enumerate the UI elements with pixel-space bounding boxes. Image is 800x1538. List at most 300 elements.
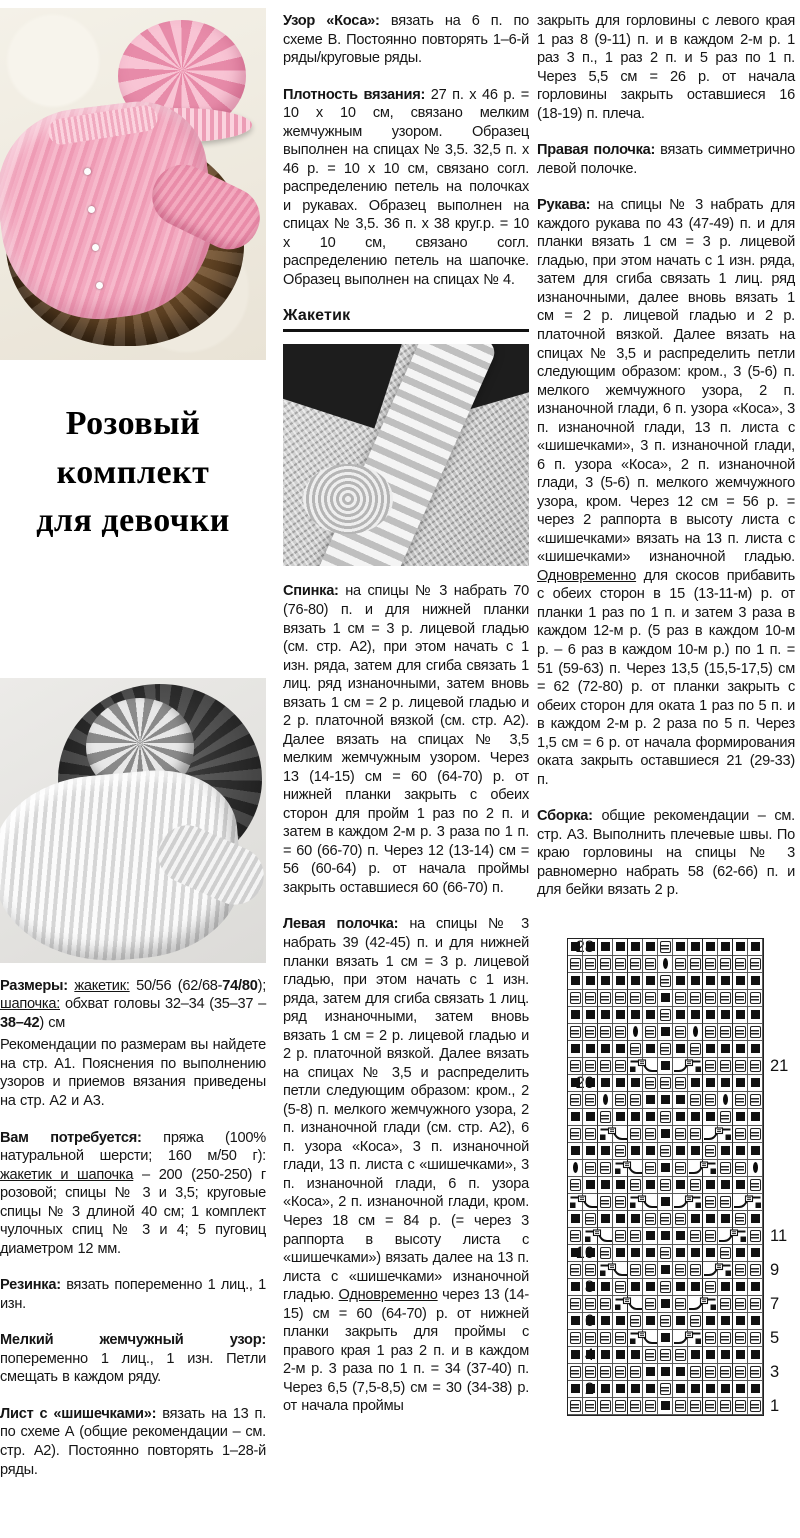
chart-cell: [748, 973, 763, 990]
chart-cell: [748, 1058, 763, 1075]
chart-cell: [598, 1126, 613, 1143]
knit-square-symbol: [586, 1350, 595, 1359]
chart-cell: [628, 1092, 643, 1109]
text-run: пряжа (100% натуральной шерсти; 160 м/50 г):: [0, 1129, 266, 1165]
chart-cell: [628, 1024, 643, 1041]
chart-cell: [583, 1143, 598, 1160]
chart-cell: [658, 1381, 673, 1398]
chart-cell: [628, 956, 643, 973]
knit-square-symbol: [661, 1197, 670, 1206]
chart-cell: [658, 1126, 673, 1143]
purl-lined-symbol: [675, 1264, 686, 1276]
knit-square-symbol: [571, 1384, 580, 1393]
chart-cell: [673, 1058, 688, 1075]
knit-square-symbol: [676, 1180, 685, 1189]
purl-lined-symbol: [675, 1077, 686, 1089]
text-run: шапочка:: [0, 996, 61, 1013]
purl-lined-symbol: [615, 1281, 626, 1293]
knit-square-symbol: [736, 1180, 745, 1189]
chart-cell: [628, 1279, 643, 1296]
purl-lined-symbol: [750, 1128, 761, 1140]
chart-cell: [703, 1058, 718, 1075]
chart-cell: [703, 1041, 718, 1058]
purl-lined-symbol: [720, 1196, 731, 1208]
chart-cell: [613, 1330, 628, 1347]
chart-cell: [583, 956, 598, 973]
chart-cell: [628, 1228, 643, 1245]
knit-square-symbol: [631, 1384, 640, 1393]
photo-pink-knitted-set: [0, 8, 266, 360]
chart-cell: [628, 1177, 643, 1194]
chart-cell: [703, 973, 718, 990]
knit-square-symbol: [736, 1248, 745, 1257]
chart-cell: [673, 1143, 688, 1160]
chart-cell: [658, 939, 673, 956]
purl-lined-symbol: [720, 1400, 731, 1412]
knit-square-symbol: [691, 1214, 700, 1223]
chart-cell: [613, 1381, 628, 1398]
text-run: – 200 (250-250) г розовой; спицы № 3 и 3,5; круговые спицы № 3 длиной 40 см; 1 комплект чулочных спиц № 3 и 4; 5 пуговиц диаметром 12 мм.: [0, 1166, 266, 1257]
purl-lined-symbol: [630, 1179, 641, 1191]
knit-square-symbol: [646, 1112, 655, 1121]
chart-cell: [688, 1364, 703, 1381]
text-run: ) см: [39, 1014, 66, 1031]
chart-cell: [583, 1245, 598, 1262]
knit-square-symbol: [676, 1384, 685, 1393]
chart-cell: [628, 1330, 643, 1347]
knit-square-symbol: [631, 1282, 640, 1291]
chart-cell: [703, 1194, 718, 1211]
purl-lined-symbol: [645, 958, 656, 970]
chart-cell: [748, 1211, 763, 1228]
knit-square-symbol: [721, 1078, 730, 1087]
chart-cell: [688, 956, 703, 973]
chart-cell: [733, 1279, 748, 1296]
chart-cell: [658, 1109, 673, 1126]
chart-cell: [568, 973, 583, 990]
chart-cell: [568, 1126, 583, 1143]
purl-lined-symbol: [690, 1128, 701, 1140]
chart-cell: [673, 1364, 688, 1381]
knit-square-symbol: [601, 1316, 610, 1325]
chart-cell: [613, 1211, 628, 1228]
chart-cell: [598, 1109, 613, 1126]
knit-square-symbol: [721, 942, 730, 951]
purl-lined-symbol: [720, 992, 731, 1004]
knit-square-symbol: [751, 1078, 760, 1087]
chart-cell: [703, 1330, 718, 1347]
purl-lined-symbol: [630, 992, 641, 1004]
chart-cell: [613, 1364, 628, 1381]
chart-cell: [643, 1075, 658, 1092]
knit-square-symbol: [601, 1214, 610, 1223]
knit-square-symbol: [676, 1231, 685, 1240]
knit-square-symbol: [676, 976, 685, 985]
purl-lined-symbol: [675, 1026, 686, 1038]
chart-cell: [628, 990, 643, 1007]
purl-lined-symbol: [585, 1298, 596, 1310]
chart-cell: [568, 1194, 583, 1211]
chart-cell: [718, 973, 733, 990]
knit-square-symbol: [661, 1163, 670, 1172]
chart-cell: [733, 939, 748, 956]
chart-cell: [583, 1262, 598, 1279]
purl-lined-symbol: [705, 1060, 716, 1072]
chart-cell: [568, 1313, 583, 1330]
purl-lined-symbol: [735, 1128, 746, 1140]
chart-cell: [598, 1296, 613, 1313]
chart-cell: [703, 1075, 718, 1092]
chart-cell: [628, 1007, 643, 1024]
chart-cell: [583, 1381, 598, 1398]
chart-cell: [583, 1296, 598, 1313]
chart-cell: [658, 956, 673, 973]
chart-cell: [673, 1160, 688, 1177]
chart-cell: [673, 1075, 688, 1092]
knit-square-symbol: [736, 1316, 745, 1325]
knit-square-symbol: [751, 1044, 760, 1053]
purl-lined-symbol: [675, 1213, 686, 1225]
purl-lined-symbol: [750, 1366, 761, 1378]
knit-square-symbol: [616, 1078, 625, 1087]
purl-lined-symbol: [570, 992, 581, 1004]
chart-cell: [733, 1007, 748, 1024]
knit-square-symbol: [706, 1214, 715, 1223]
knit-square-symbol: [646, 1146, 655, 1155]
knit-square-symbol: [721, 1350, 730, 1359]
chart-cell: [658, 1211, 673, 1228]
chart-cell: [568, 1262, 583, 1279]
knit-square-symbol: [751, 1112, 760, 1121]
middle-column-text-bottom: [283, 582, 529, 1415]
purl-lined-symbol: [750, 1298, 761, 1310]
chart-cell: [643, 939, 658, 956]
page-title-line: Розовый: [65, 405, 201, 442]
chart-cell: [568, 1245, 583, 1262]
knit-square-symbol: [586, 1282, 595, 1291]
purl-lined-symbol: [750, 1332, 761, 1344]
knit-square-symbol: [601, 1350, 610, 1359]
chart-cell: [748, 1160, 763, 1177]
chart-cell: [733, 1109, 748, 1126]
chart-cell: [643, 1381, 658, 1398]
chart-cell: [643, 1109, 658, 1126]
chart-cell: [598, 1313, 613, 1330]
purl-lined-symbol: [675, 958, 686, 970]
chart-cell: [598, 1143, 613, 1160]
text-run: обхват головы 32–34 (35–37 –: [60, 996, 266, 1013]
purl-lined-symbol: [660, 1009, 671, 1021]
chart-cell: [688, 1313, 703, 1330]
chart-cell: [583, 1092, 598, 1109]
chart-cell: [568, 1330, 583, 1347]
purl-lined-symbol: [585, 1060, 596, 1072]
chart-cell: [643, 1143, 658, 1160]
right-column: [537, 0, 795, 1416]
knit-square-symbol: [571, 976, 580, 985]
knit-square-symbol: [646, 1095, 655, 1104]
knit-square-symbol: [601, 942, 610, 951]
purl-lined-symbol: [585, 1213, 596, 1225]
knit-square-symbol: [691, 1350, 700, 1359]
chart-cell: [628, 1109, 643, 1126]
knit-square-symbol: [616, 1180, 625, 1189]
purl-lined-symbol: [615, 1400, 626, 1412]
chart-cell: [628, 1075, 643, 1092]
chart-cell: [628, 939, 643, 956]
chart-cell: [748, 1007, 763, 1024]
knit-square-symbol: [721, 1282, 730, 1291]
knit-square-symbol: [676, 1316, 685, 1325]
chart-cell: [568, 990, 583, 1007]
chart-cell: [643, 1398, 658, 1415]
chart-cell: [613, 1228, 628, 1245]
paragraph: [537, 807, 795, 900]
chart-cell: [628, 1245, 643, 1262]
text-run: Одновременно: [537, 567, 637, 584]
knit-square-symbol: [721, 1180, 730, 1189]
chart-cell: [718, 1143, 733, 1160]
purl-lined-symbol: [705, 1026, 716, 1038]
purl-lined-symbol: [585, 1366, 596, 1378]
purl-lined-symbol: [600, 1162, 611, 1174]
text-run: Мелкий жемчужный узор:: [0, 1332, 266, 1349]
purl-lined-symbol: [660, 1111, 671, 1123]
purl-lined-symbol: [585, 1026, 596, 1038]
chart-cell: [673, 1381, 688, 1398]
knit-square-symbol: [676, 1112, 685, 1121]
purl-lined-symbol: [660, 1077, 671, 1089]
knit-square-symbol: [646, 1010, 655, 1019]
chart-cell: [718, 1364, 733, 1381]
purl-lined-symbol: [735, 1332, 746, 1344]
chart-cell: [568, 1092, 583, 1109]
knit-square-symbol: [661, 1401, 670, 1410]
chart-cell: [733, 1330, 748, 1347]
knit-square-symbol: [571, 1282, 580, 1291]
chart-cell: [583, 990, 598, 1007]
chart-cell: [733, 1024, 748, 1041]
knit-square-symbol: [661, 1265, 670, 1274]
purl-lined-symbol: [660, 1213, 671, 1225]
purl-lined-symbol: [660, 1281, 671, 1293]
knit-square-symbol: [676, 1010, 685, 1019]
knit-square-symbol: [631, 1112, 640, 1121]
chart-cell: [688, 973, 703, 990]
chart-cell: [703, 1364, 718, 1381]
chart-cell: [673, 1262, 688, 1279]
chart-cell: [703, 1228, 718, 1245]
chart-cell: [613, 973, 628, 990]
chart-cell: [718, 1296, 733, 1313]
chart-cell: [598, 1092, 613, 1109]
purl-lined-symbol: [570, 1179, 581, 1191]
knit-square-symbol: [721, 1146, 730, 1155]
chart-cell: [748, 1024, 763, 1041]
chart-cell: [568, 1177, 583, 1194]
knit-square-symbol: [751, 1350, 760, 1359]
chart-cell: [583, 1024, 598, 1041]
purl-lined-symbol: [645, 1026, 656, 1038]
knit-square-symbol: [646, 1044, 655, 1053]
chart-cell: [688, 990, 703, 1007]
chart-cell: [733, 1075, 748, 1092]
knit-square-symbol: [736, 1146, 745, 1155]
purl-lined-symbol: [705, 1281, 716, 1293]
purl-lined-symbol: [720, 1332, 731, 1344]
chart-cell: [748, 1245, 763, 1262]
chart-cell: [643, 973, 658, 990]
chart-cell: [703, 1092, 718, 1109]
chart-cell: [568, 1228, 583, 1245]
chart-cell: [673, 1109, 688, 1126]
knit-square-symbol: [646, 1384, 655, 1393]
chart-cell: [733, 1160, 748, 1177]
chart-cell: [673, 1313, 688, 1330]
purl-lined-symbol: [660, 1043, 671, 1055]
knit-square-symbol: [571, 1350, 580, 1359]
chart-cell: [748, 1347, 763, 1364]
chart-cell: [718, 1228, 733, 1245]
chart-cell: [733, 1126, 748, 1143]
chart-cell: [673, 939, 688, 956]
chart-row-number: 9: [770, 1260, 780, 1279]
knit-square-symbol: [751, 1248, 760, 1257]
knit-square-symbol: [586, 1044, 595, 1053]
knit-square-symbol: [706, 1078, 715, 1087]
chart-cell: [688, 1007, 703, 1024]
chart-cell: [733, 990, 748, 1007]
chart-cell: [718, 1194, 733, 1211]
purl-lined-symbol: [645, 1298, 656, 1310]
purl-lined-symbol: [600, 1060, 611, 1072]
chart-cell: [583, 1228, 598, 1245]
chart-cell: [688, 939, 703, 956]
chart-cell: [688, 1245, 703, 1262]
chart-cell: [718, 956, 733, 973]
chart-cell: [733, 1092, 748, 1109]
text-run: на спицы № 3 набрать 70 (76-80) п. и для нижней планки вязать 1 см = 3 р. лицевой гладью (см. стр. А2), при этом начать с 1 изн. ряда, затем для сгиба связать 1 лиц. ряд изнаночными, затем вновь вязать 1 см = 2 р. лицевой гладью и 2 р. платочной вязкой (см. стр. А2). Далее вязать на спицах № 3,5 мелким жемчужным узором. Через 13 (14-15) см = 60 (64-70) р. от нижней планки закрыть с обеих сторон для пройм 1 раз по 2 п. и затем в каждом 2-м р. 3 раза по 1 п. = 60 (66-70) п. Через 12 (13-14) см = 56 (60-64) р. от начала проймы закрыть оставшиеся 60 (66-70) п.: [283, 583, 529, 896]
chart-cell: [628, 1041, 643, 1058]
knit-square-symbol: [661, 1095, 670, 1104]
chart-cell: [568, 1381, 583, 1398]
chart-cell: [583, 1347, 598, 1364]
chart-cell: [718, 1041, 733, 1058]
chart-cell: [583, 1007, 598, 1024]
purl-lined-symbol: [600, 958, 611, 970]
knit-square-symbol: [706, 1316, 715, 1325]
text-run: Размеры:: [0, 977, 75, 994]
chart-cell: [703, 1143, 718, 1160]
text-run: для скосов прибавить с обеих сторон в 15 (13-11-м) р. от планки 1 раз по 1 п. и затем 3 раза в каждом 12-м р. (5 раз в каждом 10-м р. – 6 раз в каждом 10-м р.) по 1 п. = 51 (59-63) п. Через 13,5 (15,5-17,5) см = 62 (72-80) р. от планки закрыть с обеих сторон для оката 1 раз по 5 п. и в каждом 2-м р. 2 раза по 5 п. Через 1,5 см = 6 р. от начала формирования оката закрыть оставшиеся 21 (29-33) п.: [537, 567, 795, 788]
chart-cell: [748, 990, 763, 1007]
button-dot: [84, 168, 91, 175]
chart-cell: [688, 1126, 703, 1143]
purl-lined-symbol: [570, 1298, 581, 1310]
knit-square-symbol: [631, 1350, 640, 1359]
purl-lined-symbol: [720, 1298, 731, 1310]
chart-cell: [658, 1245, 673, 1262]
chart-row-number: 3: [770, 1362, 780, 1381]
knit-square-symbol: [736, 1112, 745, 1121]
chart-cell: [598, 1075, 613, 1092]
knit-square-symbol: [676, 1367, 685, 1376]
chart-cell: [718, 1007, 733, 1024]
chart-cell: [613, 1075, 628, 1092]
chart-cell: [748, 1092, 763, 1109]
chart-cell: [583, 1330, 598, 1347]
knit-square-symbol: [586, 976, 595, 985]
purl-lined-symbol: [585, 1264, 596, 1276]
chart-cell: [568, 1398, 583, 1415]
button-dot: [92, 244, 99, 251]
purl-lined-symbol: [690, 1179, 701, 1191]
purl-lined-symbol: [705, 958, 716, 970]
purl-lined-symbol: [690, 992, 701, 1004]
chart-cell: [643, 1160, 658, 1177]
text-run: жакетик:: [74, 977, 130, 994]
chart-cell: [598, 1364, 613, 1381]
chart-cell: [658, 1313, 673, 1330]
chart-cell: [673, 1177, 688, 1194]
text-run: 74/80: [222, 977, 258, 994]
knit-square-symbol: [601, 1078, 610, 1087]
chart-cell: [733, 973, 748, 990]
knit-square-symbol: [706, 1384, 715, 1393]
chart-cell: [718, 1075, 733, 1092]
knit-square-symbol: [631, 1248, 640, 1257]
purl-lined-symbol: [750, 1400, 761, 1412]
text-run: Рекомендации по размерам вы найдете на стр. А1. Пояснения по выполнению узоров и приемов вязания приведены на стр. А2 и А3.: [0, 1037, 266, 1110]
text-run: общие рекомендации – см. стр. А3. Выполнить плечевые швы. По краю горловины на спицы № 3 равномерно набрать 58 (62-66) п. и для бейки вязать 2 р.: [537, 808, 795, 899]
button-dot: [88, 206, 95, 213]
purl-lined-symbol: [585, 958, 596, 970]
knit-square-symbol: [676, 1095, 685, 1104]
chart-cell: [613, 990, 628, 1007]
knit-square-symbol: [646, 942, 655, 951]
chart-cell: [718, 1177, 733, 1194]
knit-square-symbol: [736, 1350, 745, 1359]
chart-cell: [628, 1143, 643, 1160]
chart-cell: [688, 1109, 703, 1126]
chart-cell: [703, 1398, 718, 1415]
chart-cell: [673, 1330, 688, 1347]
bobble-symbol: [693, 1026, 698, 1037]
chart-cell: [598, 1262, 613, 1279]
bobble-symbol: [753, 1162, 758, 1173]
purl-lined-symbol: [600, 992, 611, 1004]
knitting-chart-a: [567, 938, 795, 1416]
chart-cell: [598, 990, 613, 1007]
chart-cell: [658, 1364, 673, 1381]
chart-cell: [688, 1143, 703, 1160]
chart-cell: [598, 956, 613, 973]
knit-square-symbol: [721, 1214, 730, 1223]
purl-lined-symbol: [735, 1094, 746, 1106]
knit-square-symbol: [586, 1078, 595, 1087]
purl-lined-symbol: [630, 1315, 641, 1327]
chart-cell: [688, 1092, 703, 1109]
chart-cell: [733, 1211, 748, 1228]
paragraph: [283, 915, 529, 1415]
chart-cell: [568, 1160, 583, 1177]
text-run: Резинка:: [0, 1277, 67, 1294]
chart-row-number: 21: [770, 1056, 789, 1075]
purl-lined-symbol: [720, 1026, 731, 1038]
text-run: попеременно 1 лиц., 1 изн. Петли смещать в каждом ряду.: [0, 1350, 266, 1386]
purl-lined-symbol: [735, 1366, 746, 1378]
chart-cell: [688, 1041, 703, 1058]
